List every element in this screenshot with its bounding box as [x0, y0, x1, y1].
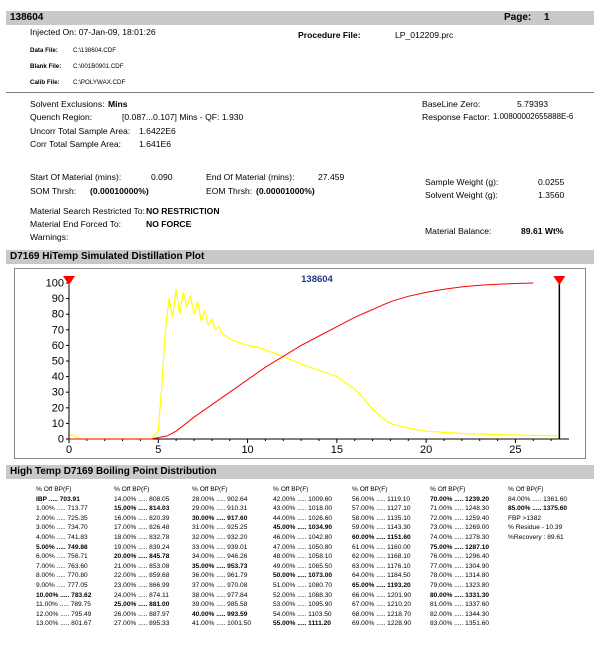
bp-row: 34.00% ..... 946.26 — [192, 553, 248, 561]
bp-row: 70.00% ..... 1239.20 — [430, 495, 490, 503]
bp-row: 60.00% ..... 1151.60 — [352, 533, 411, 541]
bp-row: 78.00% ..... 1314.80 — [430, 572, 490, 580]
bp-row: 47.00% ..... 1050.80 — [273, 543, 333, 551]
eom-thrsh-value: (0.00001000%) — [256, 186, 315, 196]
bp-row: 8.00% ..... 770.80 — [36, 572, 88, 580]
bp-row: 83.00% ..... 1351.60 — [430, 620, 490, 628]
bp-column-header: % Off BP(F) — [352, 486, 388, 493]
bp-row: 38.00% ..... 977.84 — [192, 591, 248, 599]
bp-row: 12.00% ..... 795.49 — [36, 610, 92, 618]
bp-row: 82.00% ..... 1344.30 — [430, 610, 490, 618]
x-tick-label: 10 — [241, 444, 254, 456]
material-balance-label: Material Balance: — [425, 226, 492, 236]
bp-row: 42.00% ..... 1009.60 — [273, 495, 333, 503]
x-tick-label: 20 — [420, 444, 433, 456]
procedure-label: Procedure File: — [298, 30, 361, 40]
chart-svg — [15, 269, 585, 458]
material-balance-value: 89.61 Wt% — [521, 226, 564, 236]
baseline-zero-label: BaseLine Zero: — [422, 99, 481, 109]
bp-row: 58.00% ..... 1135.10 — [352, 514, 411, 522]
bp-column — [352, 485, 411, 629]
som-thrsh-label: SOM Thrsh: — [30, 186, 77, 196]
bp-row: 76.00% ..... 1296.40 — [430, 553, 490, 561]
baseline-zero-value: 5.79393 — [517, 99, 549, 109]
bp-row: 15.00% ..... 814.03 — [114, 505, 170, 513]
bp-row: 20.00% ..... 845.78 — [114, 553, 170, 561]
bp-row: 77.00% ..... 1304.90 — [430, 562, 490, 570]
x-tick-label: 25 — [509, 444, 522, 456]
bp-row: 44.00% ..... 1026.60 — [273, 514, 333, 522]
response-factor-value: 1.00800002655888E-6 — [493, 112, 574, 121]
bp-row: 30.00% ..... 917.60 — [192, 514, 248, 522]
marker-triangle-start — [63, 276, 75, 285]
bp-column-header: % Off BP(F) — [273, 486, 309, 493]
bp-row: 33.00% ..... 939.01 — [192, 543, 248, 551]
bp-section-header — [6, 465, 594, 479]
bp-row: 54.00% ..... 1103.50 — [273, 610, 332, 618]
bp-row: 24.00% ..... 874.11 — [114, 591, 169, 599]
bp-row: 84.00% ..... 1361.60 — [508, 495, 568, 503]
response-factor-label: Response Factor: — [422, 112, 490, 122]
bp-row: 69.00% ..... 1228.90 — [352, 620, 412, 628]
bp-column — [192, 485, 251, 629]
uncorr-area-value: 1.6422E6 — [139, 126, 176, 136]
bp-row: 36.00% ..... 961.79 — [192, 572, 248, 580]
bp-row: 62.00% ..... 1168.10 — [352, 553, 411, 561]
bp-row: 1.00% ..... 713.77 — [36, 505, 88, 513]
distillation-plot — [14, 268, 586, 459]
procedure-value: LP_012209.prc — [395, 30, 454, 40]
y-tick-label: 60 — [51, 339, 64, 352]
bp-row: 57.00% ..... 1127.10 — [352, 505, 411, 513]
bp-row: 40.00% ..... 993.59 — [192, 610, 248, 618]
end-forced-value: NO FORCE — [146, 219, 192, 229]
bp-column — [430, 485, 489, 629]
calib-file-value: C:\POLYWAX.CDF — [73, 79, 126, 86]
sample-weight-value: 0.0255 — [538, 177, 565, 187]
bp-section-title: High Temp D7169 Boiling Point Distribution — [10, 466, 217, 477]
bp-row: 51.00% ..... 1080.70 — [273, 581, 333, 589]
bp-row: 45.00% ..... 1034.90 — [273, 524, 333, 532]
eom-thrsh-label: EOM Thrsh: — [206, 186, 253, 196]
bp-row: 2.00% ..... 725.35 — [36, 514, 88, 522]
bp-row: 52.00% ..... 1088.30 — [273, 591, 333, 599]
quench-region-value: [0.087...0.107] Mins - QF: 1.930 — [122, 112, 244, 122]
bp-row: 73.00% ..... 1269.00 — [430, 524, 490, 532]
bp-row: 59.00% ..... 1143.30 — [352, 524, 411, 532]
y-tick-label: 40 — [51, 371, 64, 384]
y-tick-label: 30 — [51, 386, 64, 399]
bp-row: 81.00% ..... 1337.60 — [430, 601, 490, 609]
bp-row: IBP ..... 703.91 — [36, 495, 80, 503]
bp-row: 13.00% ..... 801.67 — [36, 620, 92, 628]
sample-weight-label: Sample Weight (g): — [425, 177, 499, 187]
bp-row: 55.00% ..... 1111.20 — [273, 620, 331, 628]
bp-row: 25.00% ..... 881.00 — [114, 601, 170, 609]
quench-region-label: Quench Region: — [30, 112, 93, 122]
bp-row: 64.00% ..... 1184.50 — [352, 572, 411, 580]
bp-row: 10.00% ..... 783.62 — [36, 591, 92, 599]
data-file-label: Data File: — [30, 47, 58, 54]
y-tick-label: 20 — [51, 402, 64, 415]
blank-file-label: Blank File: — [30, 63, 62, 70]
plot-section-title: D7169 HiTemp Simulated Distillation Plot — [10, 251, 205, 262]
bp-row: %Recovery : 89.61 — [508, 533, 564, 541]
bp-row: 53.00% ..... 1095.90 — [273, 601, 333, 609]
y-tick-label: 90 — [51, 293, 64, 306]
bp-row: % Residue - 10.39 — [508, 524, 563, 532]
bp-row: 17.00% ..... 826.48 — [114, 524, 170, 532]
bp-row: 65.00% ..... 1193.20 — [352, 581, 411, 589]
bp-row: 14.00% ..... 808.05 — [114, 495, 170, 503]
bp-row: 74.00% ..... 1278.30 — [430, 533, 490, 541]
start-material-label: Start Of Material (mins): — [30, 172, 122, 182]
bp-row: 41.00% ..... 1001.50 — [192, 620, 252, 628]
bp-row: 9.00% ..... 777.05 — [36, 581, 88, 589]
bp-column-header: % Off BP(F) — [114, 486, 150, 493]
bp-row: 39.00% ..... 985.58 — [192, 601, 248, 609]
y-tick-label: 100 — [45, 277, 64, 290]
solvent-weight-label: Solvent Weight (g): — [425, 190, 498, 200]
bp-row: 3.00% ..... 734.70 — [36, 524, 88, 532]
bp-row: 29.00% ..... 910.31 — [192, 505, 248, 513]
y-tick-label: 70 — [51, 324, 64, 337]
end-material-label: End Of Material (mins): — [206, 172, 295, 182]
corr-area-label: Corr Total Sample Area: — [30, 139, 122, 149]
injected-on: Injected On: 07-Jan-09, 18:01:26 — [30, 27, 156, 37]
bp-column — [273, 485, 332, 629]
series-chromatogram — [69, 289, 558, 439]
bp-row: 16.00% ..... 820.39 — [114, 514, 170, 522]
x-tick-label: 0 — [65, 444, 73, 456]
y-tick-label: 0 — [57, 433, 64, 446]
bp-column — [36, 485, 91, 629]
bp-row: 56.00% ..... 1119.10 — [352, 495, 411, 503]
bp-column — [114, 485, 169, 629]
sample-id: 138604 — [10, 12, 44, 23]
bp-row: 6.00% ..... 756.71 — [36, 553, 88, 561]
solvent-exclusions-label: Solvent Exclusions: — [30, 99, 105, 109]
end-material-value: 27.459 — [318, 172, 345, 182]
y-tick-label: 50 — [51, 355, 64, 368]
bp-column — [508, 485, 567, 543]
bp-row: 31.00% ..... 925.25 — [192, 524, 248, 532]
y-tick-label: 80 — [51, 308, 64, 321]
bp-row: 32.00% ..... 932.20 — [192, 533, 248, 541]
bp-row: 46.00% ..... 1042.80 — [273, 533, 333, 541]
end-forced-label: Material End Forced To: — [30, 219, 122, 229]
bp-row: 11.00% ..... 789.75 — [36, 601, 91, 609]
x-tick-label: 5 — [155, 444, 162, 456]
page-number: 1 — [544, 12, 550, 23]
bp-row: 19.00% ..... 839.24 — [114, 543, 170, 551]
uncorr-area-label: Uncorr Total Sample Area: — [30, 126, 131, 136]
header-bar — [6, 11, 594, 25]
solvent-weight-value: 1.3560 — [538, 190, 565, 200]
bp-row: 4.00% ..... 741.83 — [36, 533, 88, 541]
bp-column-header: % Off BP(F) — [430, 486, 466, 493]
bp-row: 63.00% ..... 1176.10 — [352, 562, 411, 570]
bp-row: 43.00% ..... 1018.00 — [273, 505, 333, 513]
bp-row: 75.00% ..... 1287.10 — [430, 543, 490, 551]
bp-row: 37.00% ..... 970.08 — [192, 581, 248, 589]
bp-row: 61.00% ..... 1160.00 — [352, 543, 411, 551]
bp-row: 50.00% ..... 1073.00 — [273, 572, 333, 580]
bp-row: 85.00% ..... 1375.60 — [508, 505, 568, 513]
blank-file-value: C:\001B0901.CDF — [73, 63, 124, 70]
bp-row: 71.00% ..... 1248.30 — [430, 505, 490, 513]
y-tick-label: 10 — [51, 417, 64, 430]
bp-row: 35.00% ..... 953.73 — [192, 562, 248, 570]
bp-row: 49.00% ..... 1065.50 — [273, 562, 333, 570]
bp-column-header: % Off BP(F) — [36, 486, 72, 493]
warnings-label: Warnings: — [30, 232, 69, 242]
corr-area-value: 1.641E6 — [139, 139, 172, 149]
marker-triangle-end — [553, 276, 565, 285]
bp-row: 22.00% ..... 859.68 — [114, 572, 170, 580]
bp-row: 80.00% ..... 1331.30 — [430, 591, 490, 599]
bp-row: 66.00% ..... 1201.90 — [352, 591, 412, 599]
bp-row: 79.00% ..... 1323.80 — [430, 581, 490, 589]
calib-file-label: Calib File: — [30, 79, 60, 86]
bp-row: 5.00% ..... 749.86 — [36, 543, 88, 551]
page-label: Page: — [504, 12, 532, 23]
separator — [6, 92, 594, 93]
bp-row: 68.00% ..... 1218.70 — [352, 610, 412, 618]
chart-title: 138604 — [301, 274, 333, 285]
search-restricted-label: Material Search Restricted To: — [30, 206, 145, 216]
start-material-value: 0.090 — [151, 172, 173, 182]
bp-row: 26.00% ..... 887.97 — [114, 610, 170, 618]
bp-row: 27.00% ..... 895.33 — [114, 620, 170, 628]
bp-row: 23.00% ..... 866.99 — [114, 581, 170, 589]
series-cumulative — [69, 283, 533, 439]
data-file-value: C:\138604.CDF — [73, 47, 116, 54]
som-thrsh-value: (0.00010000%) — [90, 186, 149, 196]
search-restricted-value: NO RESTRICTION — [146, 206, 220, 216]
bp-column-header: % Off BP(F) — [508, 486, 544, 493]
bp-row: 67.00% ..... 1210.20 — [352, 601, 412, 609]
bp-row: 18.00% ..... 832.78 — [114, 533, 170, 541]
x-tick-label: 15 — [330, 444, 343, 456]
bp-row: 21.00% ..... 853.08 — [114, 562, 170, 570]
bp-row: 28.00% ..... 902.64 — [192, 495, 248, 503]
bp-row: 72.00% ..... 1259.40 — [430, 514, 490, 522]
bp-column-header: % Off BP(F) — [192, 486, 228, 493]
bp-row: FBP >1382 — [508, 514, 542, 522]
bp-row: 7.00% ..... 763.60 — [36, 562, 88, 570]
solvent-exclusions-value: Mins — [108, 99, 128, 109]
bp-row: 48.00% ..... 1058.10 — [273, 553, 333, 561]
plot-section-header — [6, 250, 594, 264]
